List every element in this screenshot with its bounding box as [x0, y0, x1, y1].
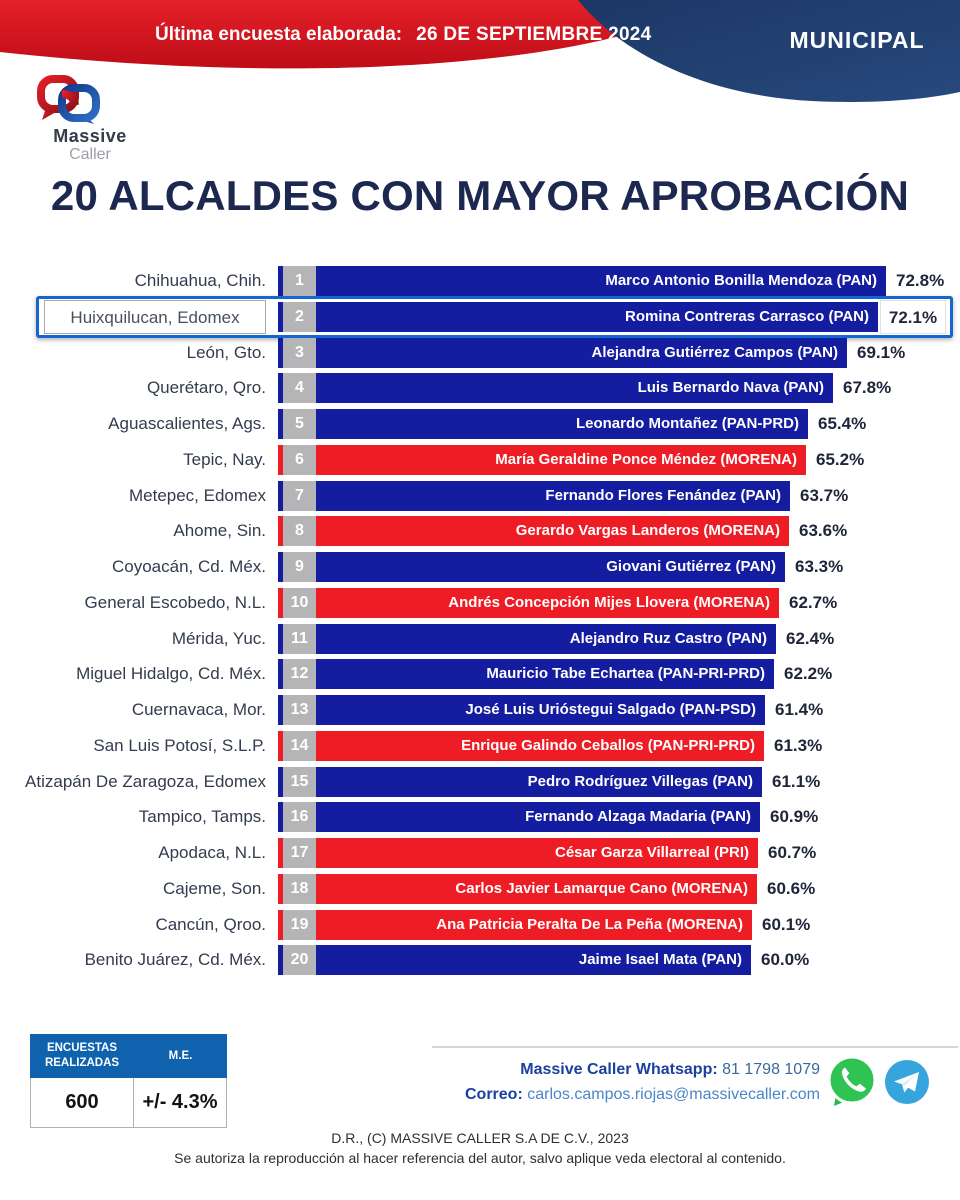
contact-block [340, 1058, 820, 1108]
city-label: Ahome, Sin. [173, 521, 266, 541]
approval-bar: Jaime Isael Mata (PAN) [316, 945, 751, 975]
city-label: Cancún, Qroo. [155, 914, 266, 934]
rank-box: 10 [283, 588, 316, 618]
city-label: Coyoacán, Cd. Méx. [111, 557, 266, 576]
percentage-label: 63.3% [795, 557, 844, 576]
approval-bar: Gerardo Vargas Landeros (MORENA) [316, 516, 789, 546]
approval-bar: Fernando Flores Fenández (PAN) [316, 481, 790, 511]
rank-box: 1 [283, 266, 316, 296]
chart-row [0, 659, 960, 689]
chart-row [0, 945, 960, 975]
stats-header-encuestas: ENCUESTAS REALIZADAS [30, 1034, 134, 1078]
chart-row [0, 910, 960, 940]
percentage-label: 63.7% [800, 485, 849, 505]
email-line [340, 1083, 820, 1108]
city-label: León, Gto. [186, 342, 266, 362]
rank-box: 16 [283, 802, 316, 832]
chart-row [0, 588, 960, 618]
percentage-label: 65.4% [818, 414, 867, 433]
city-label: Tampico, Tamps. [138, 807, 266, 827]
approval-bar: Mauricio Tabe Echartea (PAN-PRI-PRD) [316, 659, 774, 689]
city-label: Benito Juárez, Cd. Méx. [84, 950, 266, 970]
chart-row [0, 874, 960, 904]
email-label: Correo: [464, 1085, 523, 1103]
rank-box: 18 [283, 874, 316, 904]
chart-row [0, 552, 960, 582]
rank-box: 6 [283, 445, 316, 475]
approval-bar: Andrés Concepción Mijes Llovera (MORENA) [316, 588, 779, 618]
stats-value-encuestas: 600 [30, 1078, 134, 1128]
stats-value-me: +/- 4.3% [134, 1078, 227, 1128]
percentage-label: 69.1% [857, 342, 906, 362]
city-label: Cuernavaca, Mor. [131, 700, 266, 719]
rank-box: 11 [283, 624, 316, 654]
approval-bar: Alejandra Gutiérrez Campos (PAN) [316, 338, 847, 368]
chart-row [0, 838, 960, 868]
percentage-label: 65.2% [816, 449, 865, 469]
chart-row [0, 767, 960, 797]
city-label: Chihuahua, Chih. [134, 271, 266, 290]
last-survey-date: 26 DE SEPTIEMBRE 2024 [416, 24, 652, 45]
city-label: Tepic, Nay. [183, 449, 266, 469]
percentage-label: 60.6% [767, 878, 816, 898]
city-label: Atizapán De Zaragoza, Edomex [25, 771, 266, 791]
whatsapp-number: 81 1798 1079 [722, 1061, 820, 1078]
approval-bar: Leonardo Montañez (PAN-PRD) [316, 409, 808, 439]
chart-row [0, 516, 960, 546]
approval-chart [0, 266, 960, 982]
last-survey-line [155, 24, 652, 46]
percentage-label: 60.9% [770, 807, 819, 827]
approval-bar: Marco Antonio Bonilla Mendoza (PAN) [316, 266, 886, 296]
rank-box: 3 [283, 338, 316, 368]
approval-bar: Enrique Galindo Ceballos (PAN-PRI-PRD) [316, 731, 764, 761]
chart-row [0, 409, 960, 439]
stats-table [30, 1034, 227, 1128]
rank-box: 13 [283, 695, 316, 725]
chat-bubbles-logo-icon [36, 74, 102, 124]
city-label: Miguel Hidalgo, Cd. Méx. [76, 664, 266, 684]
percentage-label: 61.4% [775, 700, 824, 719]
stats-header-me: M.E. [134, 1034, 227, 1078]
rank-box: 20 [283, 945, 316, 975]
logo-word-caller: Caller [69, 146, 111, 163]
municipal-badge: MUNICIPAL [789, 27, 925, 53]
rank-box: 14 [283, 731, 316, 761]
percentage-label: 62.2% [784, 664, 833, 684]
page-title: 20 ALCALDES CON MAYOR APROBACIÓN [50, 172, 910, 219]
approval-bar: María Geraldine Ponce Méndez (MORENA) [316, 445, 806, 475]
chart-row [0, 624, 960, 654]
chart-row [0, 373, 960, 403]
city-label: Querétaro, Qro. [146, 378, 266, 398]
approval-bar: César Garza Villarreal (PRI) [316, 838, 758, 868]
percentage-label: 67.8% [843, 378, 892, 398]
city-label: Huixquilucan, Edomex [44, 300, 266, 334]
rank-box: 12 [283, 659, 316, 689]
city-label: General Escobedo, N.L. [84, 592, 266, 612]
city-label: San Luis Potosí, S.L.P. [93, 735, 266, 755]
chart-row [0, 338, 960, 368]
chart-row [0, 266, 960, 296]
last-survey-label: Última encuesta elaborada: [155, 24, 403, 45]
rank-box: 2 [283, 302, 316, 332]
rank-box: 9 [283, 552, 316, 582]
footer-copyright: D.R., (C) MASSIVE CALLER S.A DE C.V., 2023 [331, 1130, 629, 1146]
percentage-label: 61.3% [774, 735, 823, 755]
rank-box: 15 [283, 767, 316, 797]
percentage-label: 60.1% [762, 914, 811, 934]
chart-row [0, 445, 960, 475]
city-label: Cajeme, Son. [163, 878, 266, 898]
approval-bar: Carlos Javier Lamarque Cano (MORENA) [316, 874, 757, 904]
rank-box: 5 [283, 409, 316, 439]
approval-bar: Ana Patricia Peralta De La Peña (MORENA) [316, 910, 752, 940]
city-label: Metepec, Edomex [128, 485, 266, 505]
rank-box: 8 [283, 516, 316, 546]
approval-bar: José Luis Urióstegui Salgado (PAN-PSD) [316, 695, 765, 725]
rank-box: 19 [283, 910, 316, 940]
whatsapp-line [340, 1058, 820, 1083]
city-label: Aguascalientes, Ags. [108, 414, 266, 433]
whatsapp-label: Massive Caller Whatsapp: [520, 1061, 718, 1078]
whatsapp-icon[interactable] [826, 1054, 878, 1108]
percentage-label: 60.0% [761, 950, 810, 970]
chart-row [0, 802, 960, 832]
chart-row [0, 695, 960, 725]
rank-box: 4 [283, 373, 316, 403]
chart-row [0, 731, 960, 761]
approval-bar: Pedro Rodríguez Villegas (PAN) [316, 767, 762, 797]
chart-row [0, 302, 960, 332]
approval-bar: Luis Bernardo Nava (PAN) [316, 373, 833, 403]
chart-row [0, 481, 960, 511]
telegram-icon[interactable] [884, 1059, 930, 1105]
percentage-label: 60.7% [768, 843, 817, 862]
approval-bar: Fernando Alzaga Madaria (PAN) [316, 802, 760, 832]
percentage-label: 61.1% [772, 771, 821, 791]
divider-line [432, 1046, 958, 1048]
rank-box: 7 [283, 481, 316, 511]
rank-box: 17 [283, 838, 316, 868]
percentage-label: 63.6% [799, 521, 848, 541]
massive-caller-logo [30, 74, 180, 164]
percentage-label: 62.7% [789, 592, 838, 612]
city-label: Apodaca, N.L. [158, 843, 266, 862]
percentage-label: 72.8% [896, 271, 945, 290]
approval-bar: Alejandro Ruz Castro (PAN) [316, 624, 776, 654]
approval-bar: Romina Contreras Carrasco (PAN) [316, 302, 878, 332]
logo-word-massive: Massive [53, 126, 127, 146]
footer-disclaimer: Se autoriza la reproducción al hacer referencia del autor, salvo aplique veda electoral al contenido. [174, 1150, 786, 1166]
city-label: Mérida, Yuc. [171, 628, 266, 648]
email-address[interactable]: carlos.campos.riojas@massivecaller.com [527, 1085, 820, 1103]
approval-bar: Giovani Gutiérrez (PAN) [316, 552, 785, 582]
percentage-label: 72.1% [880, 300, 946, 334]
percentage-label: 62.4% [786, 628, 835, 648]
